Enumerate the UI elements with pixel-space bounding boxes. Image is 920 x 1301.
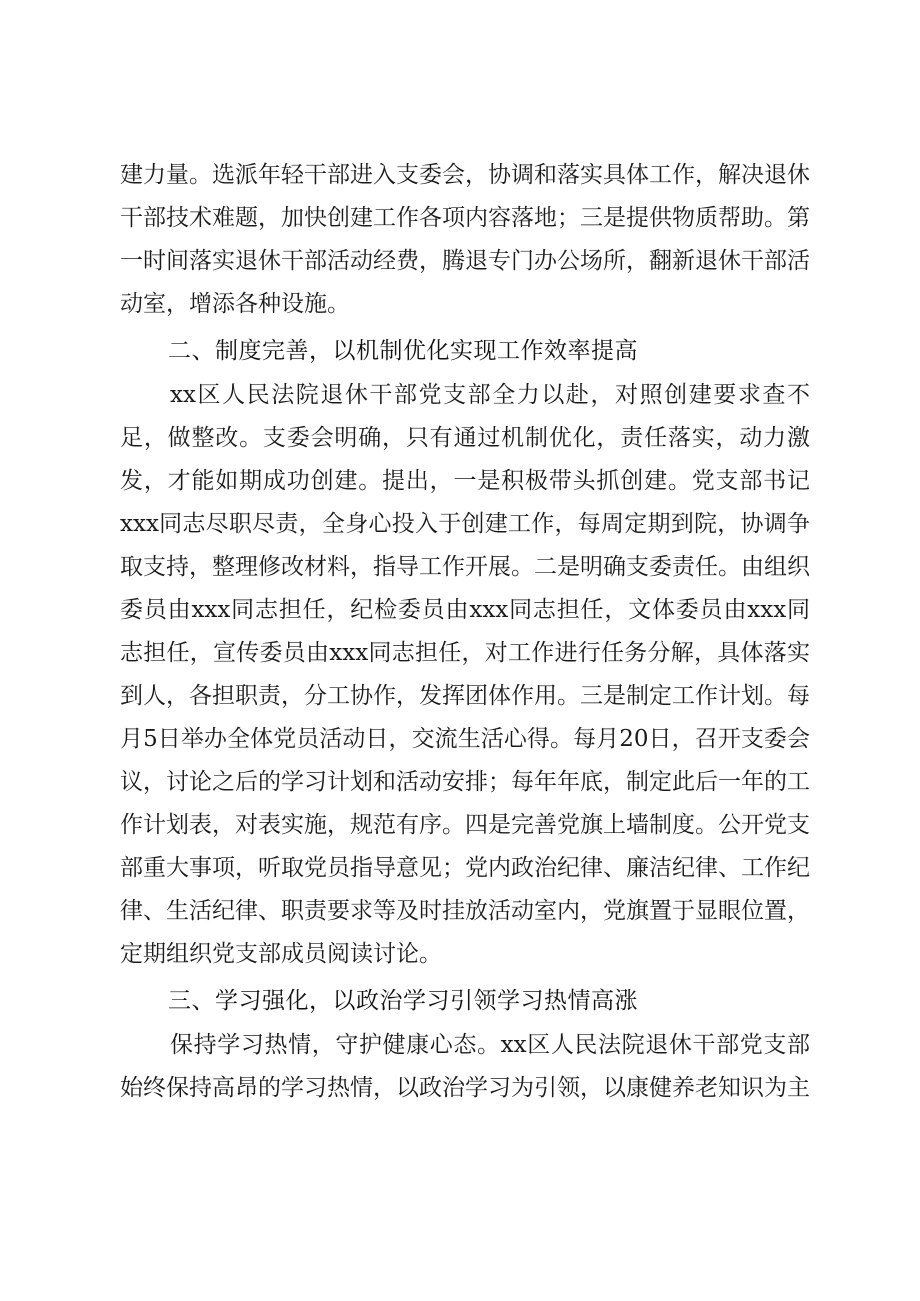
paragraph-system-improvement: xx区人民法院退休干部党支部全力以赴，对照创建要求查不足，做整改。支委会明确，只有通过机制优化，责任落实，动力激发，才能如期成功创建。提出，一是积极带头抓创建。党支部书记xxx同志尽职尽责，全身心投入于创建工作，每周定期到院，协调争取支持，整理修改材料，指导工作开展。二是明确支委责任。由组织委员由xxx同志担任，纪检委员由xxx同志担任，文体委员由xxx同志担任，宣传委员由xxx同志担任，对工作进行任务分解，具体落实到人，各担职责，分工协作，发挥团体作用。三是制定工作计划。每月5日举办全体党员活动日，交流生活心得。每月20日，召开支委会议，讨论之后的学习计划和活动安排；每年年底，制定此后一年的工作计划表，对表实施，规范有序。四是完善党旗上墙制度。公开党支部重大事项，听取党员指导意见；党内政治纪律、廉洁纪律、工作纪律、生活纪律、职责要求等及时挂放活动室内，党旗置于显眼位置，定期组织党支部成员阅读讨论。	[120, 382, 810, 967]
paragraph-continuation: 建力量。选派年轻干部进入支委会，协调和落实具体工作，解决退休干部技术难题，加快创建工作各项内容落地；三是提供物质帮助。第一时间落实退休干部活动经费，腾退专门办公场所，翻新退休干部活动室，增添各种设施。	[120, 162, 810, 317]
section-heading-2: 二、制度完善，以机制优化实现工作效率提高	[168, 338, 638, 364]
paragraph-study-strengthening: 保持学习热情，守护健康心态。xx区人民法院退休干部党支部始终保持高昂的学习热情，以政治学习为引领，以康健养老知识为主	[120, 1032, 810, 1101]
document-body	[120, 154, 810, 1110]
section-heading-3: 三、学习强化，以政治学习引领学习热情高涨	[168, 988, 638, 1014]
